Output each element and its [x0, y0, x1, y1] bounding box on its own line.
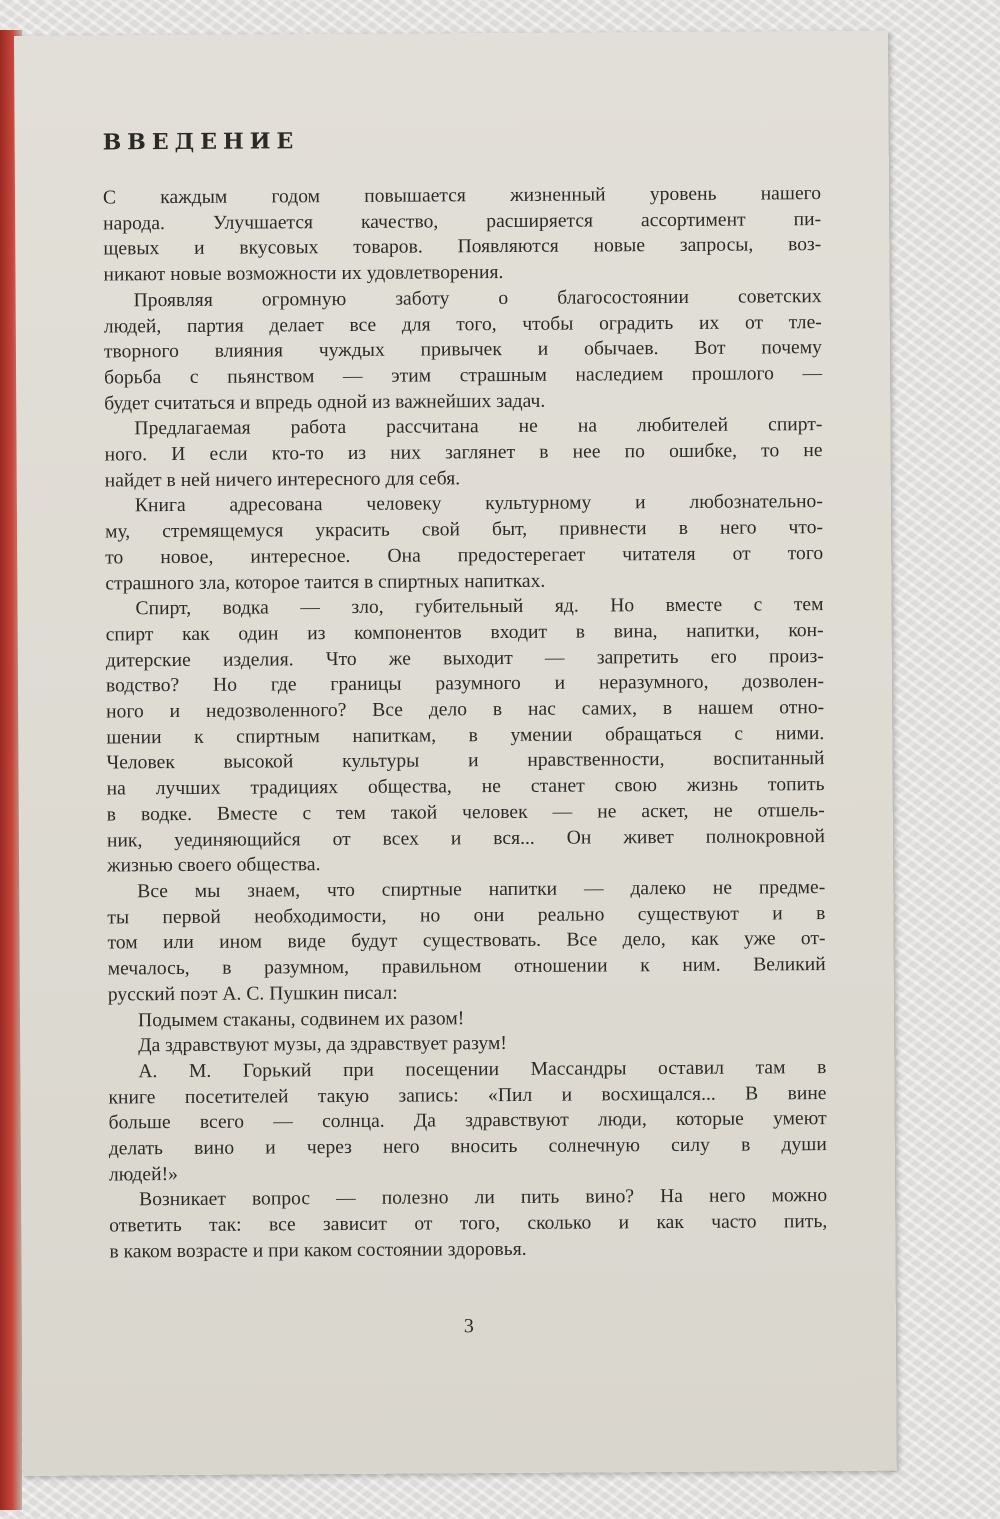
- text-line: на лучших традициях общества, не станет свою жизнь топить: [106, 774, 825, 800]
- page-heading: ВВЕДЕНИЕ: [102, 128, 300, 156]
- text-line: людей, партия делает все для того, чтобы оградить их от тле-: [103, 311, 822, 337]
- text-line: Человек высокой культуры и нравственности, воспитанный: [106, 748, 825, 774]
- text-line: водство? Но где границы разумного и неразумного, дозволен-: [105, 671, 825, 697]
- text-line: жизнью своего общества.: [107, 854, 321, 877]
- text-line: ответить так: все зависит от того, сколько и как часто пить,: [109, 1211, 828, 1237]
- text-line: Проявляя огромную заботу о благосостоянии советских: [133, 285, 822, 312]
- text-line: книге посетителей такую запись: «Пил и восхищался... В вине: [108, 1082, 827, 1109]
- text-line: Спирт, водка — зло, губительный яд. Но вместе с тем: [135, 594, 824, 620]
- text-line: мечалось, в разумном, правильном отношении к ним. Великий: [107, 954, 826, 980]
- text-line: в каком возрасте и при каком состоянии здоровья.: [109, 1238, 527, 1263]
- text-line: спирт как один из компонентов входит в вина, напитки, кон-: [105, 620, 824, 646]
- text-line: ник, уединяющийся от всех и вся... Он живет полнокровной: [106, 825, 825, 852]
- text-line: найдет в ней ничего интересного для себя.: [104, 468, 461, 492]
- text-line: ты первой необходимости, но они реально существуют и в: [107, 902, 826, 929]
- text-line: страшного зла, которое таится в спиртных напитках.: [105, 570, 546, 594]
- text-line: в водке. Вместе с тем такой человек — не аскет, не отшель-: [106, 799, 825, 826]
- text-line: делать вино и через него вносить солнечную силу в души: [108, 1134, 827, 1160]
- text-line: шении к спиртным напиткам, в умении обращаться с ними.: [106, 722, 825, 749]
- text-line: ного. И если кто-то из них заглянет в нее по ошибке, то не: [104, 440, 823, 466]
- poem-line: Подымем стаканы, содвинем их разом!: [137, 1007, 465, 1031]
- text-line: С каждым годом повышается жизненный уровень нашего: [102, 183, 822, 209]
- text-line: щевых и вкусовых товаров. Появляются новые запросы, воз-: [103, 234, 822, 260]
- text-line: том или ином виде будут существовать. Все дело, как уже от-: [107, 928, 826, 954]
- page-number: 3: [463, 1315, 474, 1338]
- text-line: Возникает вопрос — полезно ли пить вино? На него можно: [139, 1185, 828, 1211]
- text-line: будет считаться и впредь одной из важнейших задач.: [104, 390, 546, 415]
- text-line: людей!»: [108, 1163, 178, 1186]
- text-line: Все мы знаем, что спиртные напитки — далеко не предме-: [137, 877, 826, 903]
- text-line: Предлагаемая работа рассчитана не на любителей спирт-: [134, 414, 823, 440]
- text-line: больше всего — солнца. Да здравствуют люди, которые умеют: [108, 1108, 827, 1134]
- text-line: ного и недозволенного? Все дело в нас самих, в нашем отно-: [106, 697, 825, 723]
- text-line: русский поэт А. С. Пушкин писал:: [107, 982, 398, 1006]
- text-line: творного влияния чуждых привычек и обычаев. Вот почему: [103, 337, 822, 363]
- text-line: то новое, интересное. Она предостерегает читателя от того: [105, 542, 824, 569]
- text-line: дитерские изделия. Что же выходит — запретить его произ-: [105, 645, 824, 672]
- poem-line: Да здравствуют музы, да здравствует разум!: [138, 1033, 507, 1057]
- text-line: никают новые возможности их удовлетворения.: [103, 262, 504, 286]
- text-line: А. М. Горький при посещении Массандры оставил там в: [138, 1056, 827, 1083]
- body-text: [103, 181, 828, 1265]
- text-line: Книга адресована человеку культурному и любознательно-: [134, 491, 823, 517]
- book-page: [14, 31, 897, 1476]
- text-line: му, стремящемуся украсить свой быт, привнести в него что-: [104, 517, 824, 543]
- page-content: [102, 125, 828, 1338]
- text-line: борьба с пьянством — этим страшным наследием прошлого —: [104, 362, 823, 389]
- text-line: народа. Улучшается качество, расширяется ассортимент пи-: [103, 208, 822, 235]
